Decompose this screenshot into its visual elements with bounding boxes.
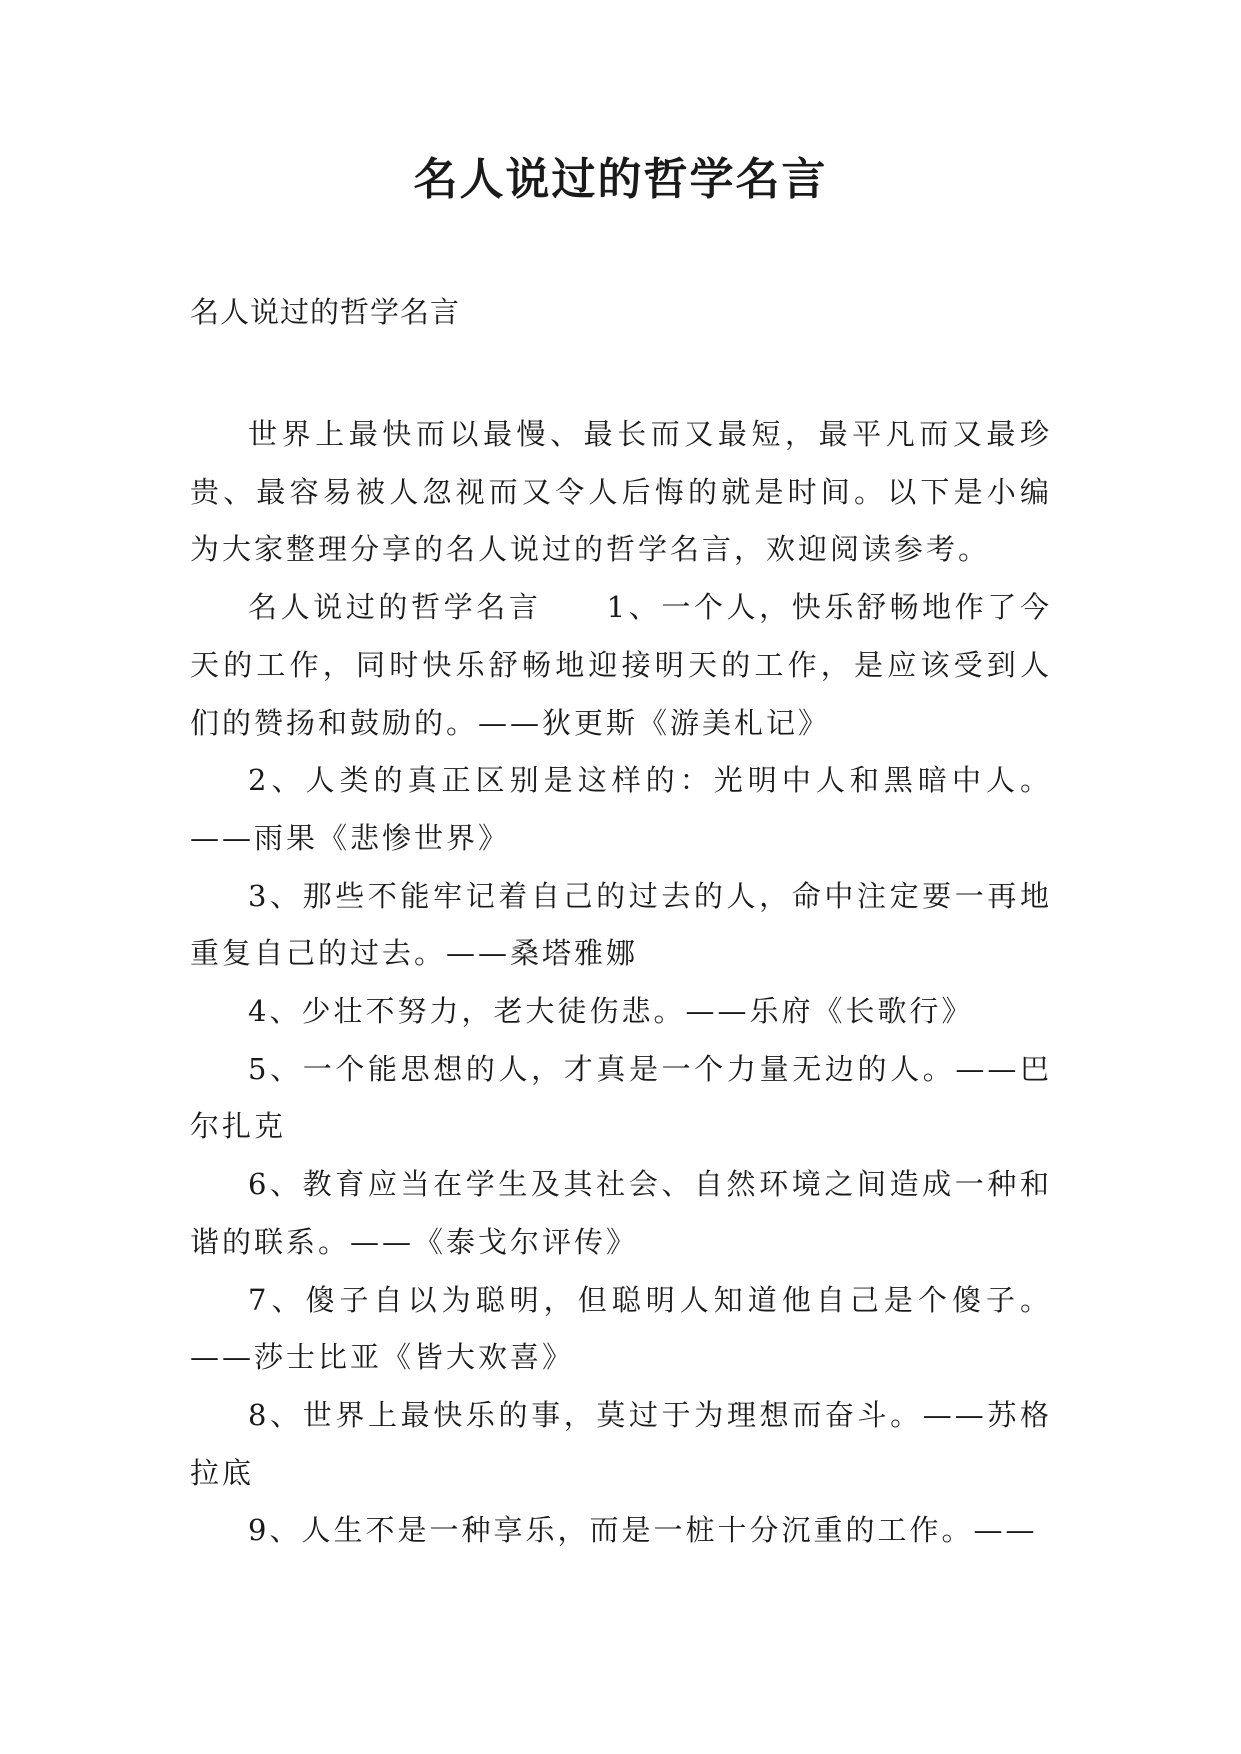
quote-paragraph: 3、那些不能牢记着自己的过去的人，命中注定要一再地重复自己的过去。——桑塔雅娜: [190, 878, 1052, 971]
quote-paragraph: 7、傻子自以为聪明，但聪明人知道他自己是个傻子。——莎士比亚《皆大欢喜》: [190, 1282, 1052, 1375]
quote-paragraph: 4、少壮不努力，老大徒伤悲。——乐府《长歌行》: [248, 994, 974, 1029]
document-body: [190, 406, 1052, 1560]
document-title: 名人说过的哲学名言: [413, 154, 828, 205]
intro-paragraph: 世界上最快而以最慢、最长而又最短，最平凡而又最珍贵、最容易被人忽视而又令人后悔的就是时间。以下是小编为大家整理分享的名人说过的哲学名言，欢迎阅读参考。: [190, 417, 1052, 567]
quote-paragraph: 9、人生不是一种享乐，而是一桩十分沉重的工作。——: [248, 1513, 1038, 1548]
quote-paragraph: 6、教育应当在学生及其社会、自然环境之间造成一种和谐的联系。——《泰戈尔评传》: [190, 1167, 1052, 1259]
quote-paragraph: 5、一个能思想的人，才真是一个力量无边的人。——巴尔扎克: [190, 1051, 1052, 1144]
document-subtitle: 名人说过的哲学名言: [190, 295, 461, 329]
quote-paragraph: 名人说过的哲学名言 1、一个人，快乐舒畅地作了今天的工作，同时快乐舒畅地迎接明天的工作，是应该受到人们的赞扬和鼓励的。——狄更斯《游美札记》: [190, 590, 1052, 740]
quote-paragraph: 2、人类的真正区别是这样的：光明中人和黑暗中人。——雨果《悲惨世界》: [190, 763, 1052, 855]
quote-paragraph: 8、世界上最快乐的事，莫过于为理想而奋斗。——苏格拉底: [190, 1397, 1052, 1490]
